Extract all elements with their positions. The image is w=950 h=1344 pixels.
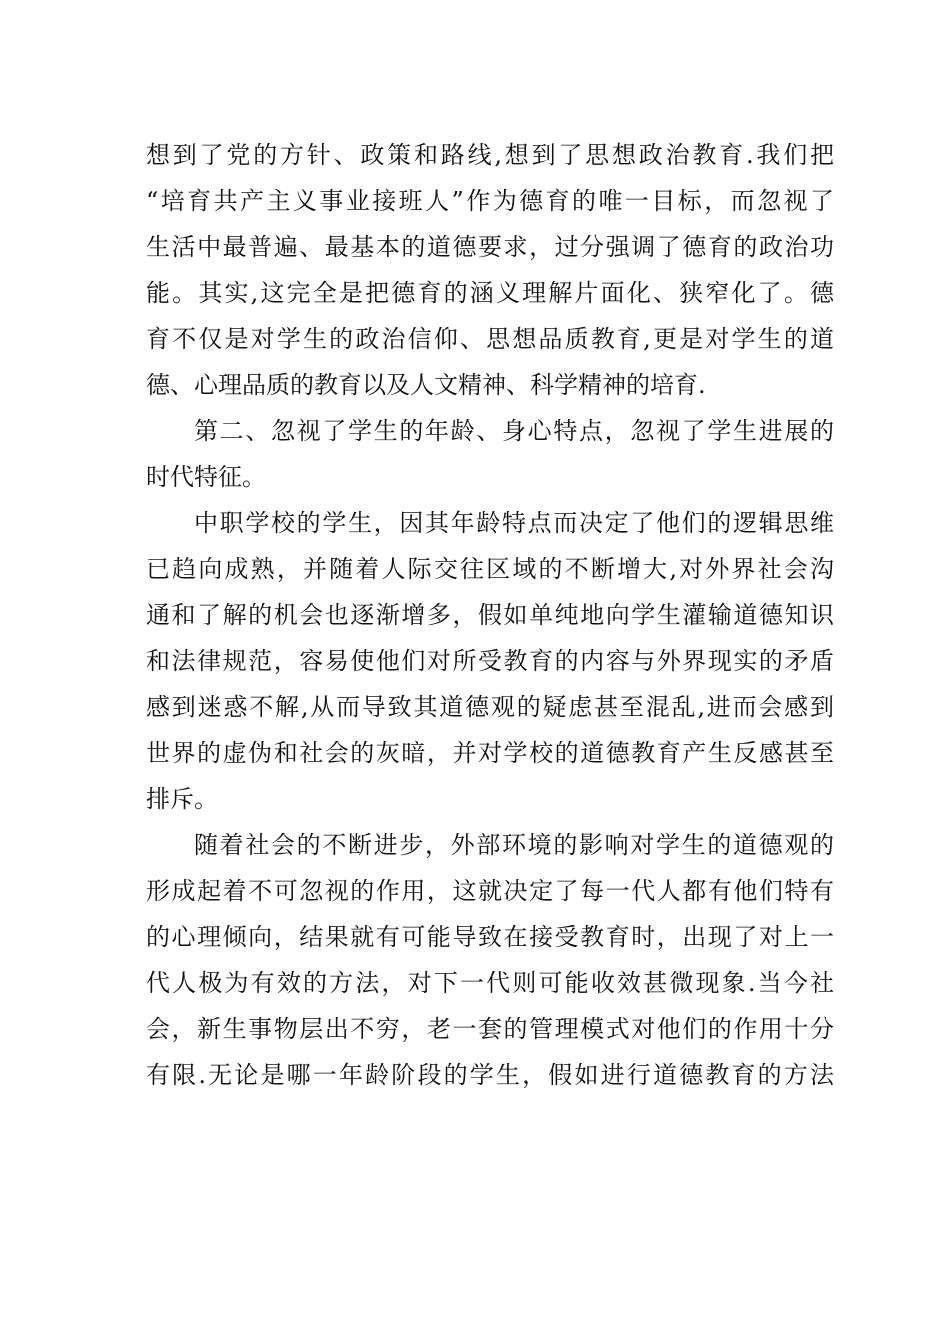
text-line: 想到了党的方针、政策和路线,想到了思想政治教育.我们把 <box>146 141 834 169</box>
text-line: 感到迷惑不解,从而导致其道德观的疑虑甚至混乱,进而会感到 <box>146 693 834 721</box>
text-line: 第二、忽视了学生的年龄、身心特点，忽视了学生进展的 <box>194 417 834 445</box>
text-line: “培育共产主义事业接班人”作为德育的唯一目标，而忽视了 <box>146 187 834 215</box>
text-line: 已趋向成熟，并随着人际交往区域的不断增大,对外界社会沟 <box>146 555 834 583</box>
text-line: 育不仅是对学生的政治信仰、思想品质教育,更是对学生的道 <box>146 325 834 353</box>
text-line: 通和了解的机会也逐渐增多，假如单纯地向学生灌输道德知识 <box>146 601 834 629</box>
text-line: 的心理倾向，结果就有可能导致在接受教育时，出现了对上一 <box>146 923 834 951</box>
text-line: 世界的虚伪和社会的灰暗，并对学校的道德教育产生反感甚至 <box>146 739 834 767</box>
text-line: 会，新生事物层出不穷，老一套的管理模式对他们的作用十分 <box>146 1015 834 1043</box>
paragraph-second-point <box>146 408 834 500</box>
paragraph-continuation <box>146 132 834 408</box>
paragraph-vocational-students <box>146 500 834 822</box>
text-line: 有限.无论是哪一年龄阶段的学生，假如进行道德教育的方法 <box>146 1061 834 1089</box>
document-page <box>146 132 834 1098</box>
paragraph-social-progress <box>146 822 834 1098</box>
text-line: 生活中最普遍、最基本的道德要求，过分强调了德育的政治功 <box>146 233 834 261</box>
text-line: 时代特征。 <box>146 463 266 491</box>
text-line: 排斥。 <box>146 785 218 813</box>
text-line: 能。其实,这完全是把德育的涵义理解片面化、狭窄化了。德 <box>146 279 834 307</box>
text-line: 随着社会的不断进步，外部环境的影响对学生的道德观的 <box>194 831 834 859</box>
text-line: 德、心理品质的教育以及人文精神、科学精神的培育. <box>146 371 706 399</box>
text-line: 代人极为有效的方法，对下一代则可能收效甚微现象.当今社 <box>146 969 834 997</box>
text-line: 形成起着不可忽视的作用，这就决定了每一代人都有他们特有 <box>146 877 834 905</box>
text-line: 中职学校的学生，因其年龄特点而决定了他们的逻辑思维 <box>194 509 834 537</box>
text-line: 和法律规范，容易使他们对所受教育的内容与外界现实的矛盾 <box>146 647 834 675</box>
